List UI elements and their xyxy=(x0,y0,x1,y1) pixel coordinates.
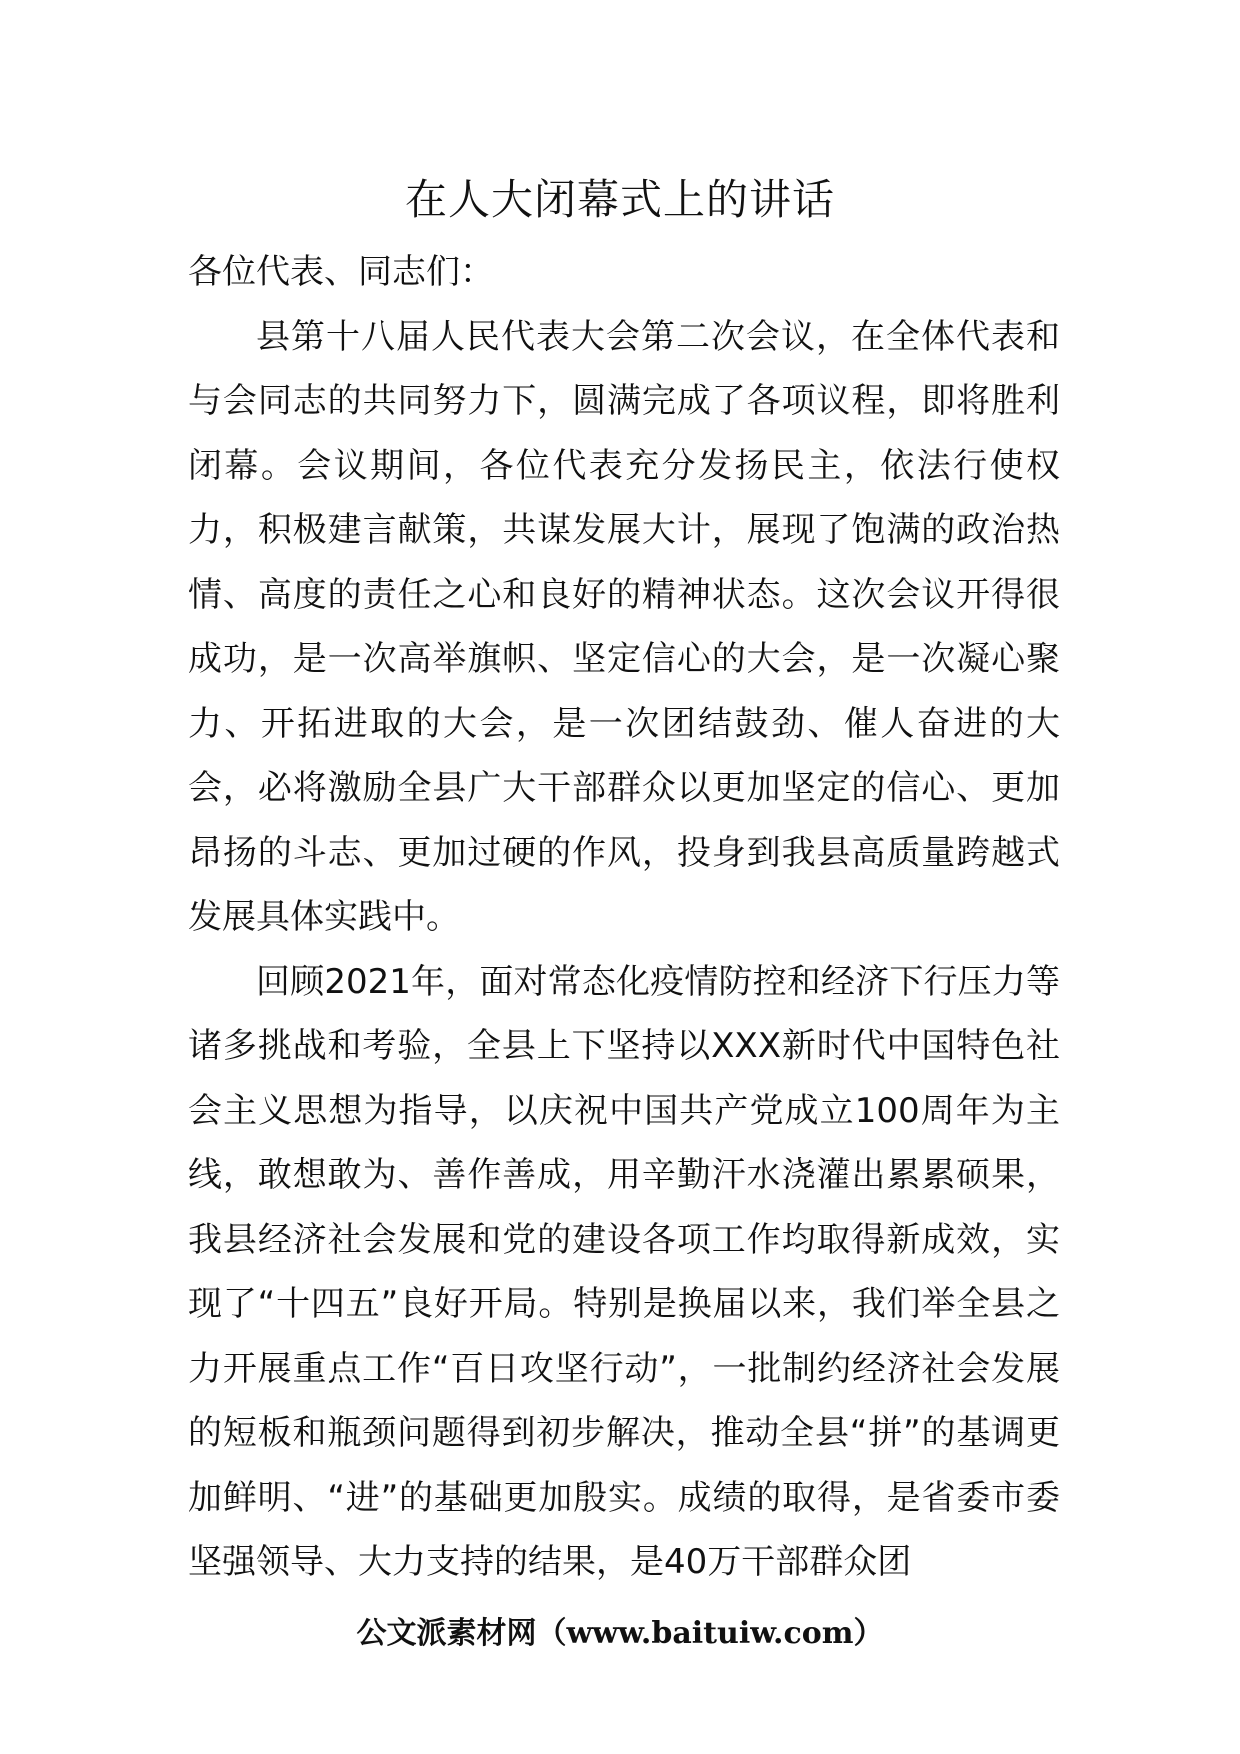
document-body xyxy=(188,240,1060,1595)
salutation: 各位代表、同志们： xyxy=(188,252,494,292)
paragraph-1: 县第十八届人民代表大会第二次会议，在全体代表和与会同志的共同努力下，圆满完成了各项议程，即将胜利闭幕。会议期间，各位代表充分发扬民主，依法行使权力，积极建言献策，共谋发展大计，展现了饱满的政治热情、高度的责任之心和良好的精神状态。这次会议开得很成功，是一次高举旗帜、坚定信心的大会，是一次凝心聚力、开拓进取的大会，是一次团结鼓劲、催人奋进的大会，必将激励全县广大干部群众以更加坚定的信心、更加昂扬的斗志、更加过硬的作风，投身到我县高质量跨越式发展具体实践中。 xyxy=(188,316,1060,937)
page-title: 在人大闭幕式上的讲话 xyxy=(404,175,835,224)
paragraph-2: 回顾2021年，面对常态化疫情防控和经济下行压力等诸多挑战和考验，全县上下坚持以XXX新时代中国特色社会主义思想为指导，以庆祝中国共产党成立100周年为主线，敢想敢为、善作善成，用辛勤汗水浇灌出累累硕果，我县经济社会发展和党的建设各项工作均取得新成效，实现了“十四五”良好开局。特别是换届以来，我们举全县之力开展重点工作“百日攻坚行动”，一批制约经济社会发展的短板和瓶颈问题得到初步解决，推动全县“拼”的基调更加鲜明、“进”的基础更加殷实。成绩的取得，是省委市委坚强领导、大力支持的结果，是40万干部群众团 xyxy=(188,961,1060,1582)
footer-watermark: 公文派素材网（www.baituiw.com） xyxy=(356,1616,884,1651)
